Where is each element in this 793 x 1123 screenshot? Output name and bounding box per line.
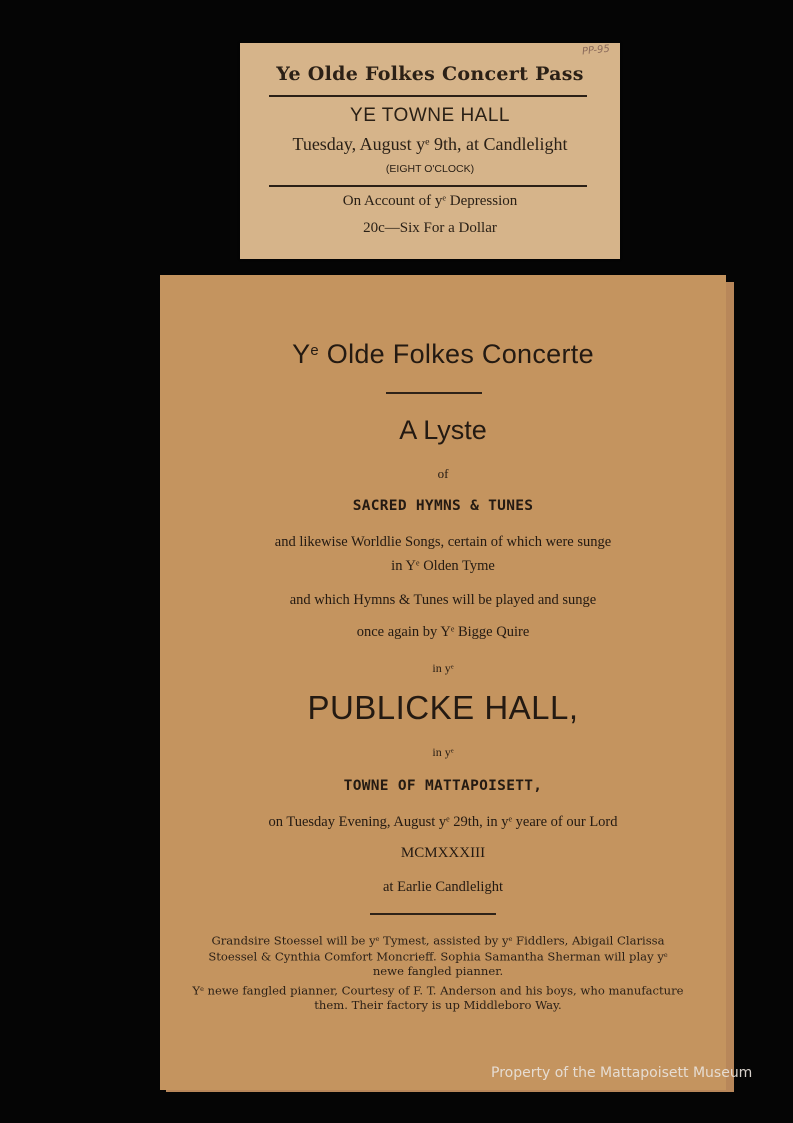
pass-account: On Account of $y^e$ Depression	[342, 193, 518, 209]
pass-time: (EIGHT O'CLOCK)	[385, 163, 475, 175]
concert-year: MCMXXXIII	[400, 845, 486, 861]
pass-title: Ye Olde Folkes Concert Pass	[276, 63, 584, 85]
programme-heading: A Lyste	[399, 415, 487, 445]
credits-block	[192, 932, 684, 1015]
description-line-4: once again by $Y^e$ Bigge Quire	[356, 624, 530, 640]
title-rule	[386, 392, 482, 394]
credit-paragraph-2: $Y^e$ newe fangled pianner, Courtesy of F. T. Anderson and his boys, who manufacture them. Their factory is up Middleboro Way.	[192, 983, 684, 1012]
concert-date: on Tuesday Evening, August $y^e$ 29th, in $y^e$ yeare of our Lord	[268, 814, 618, 830]
pass-rule-top	[269, 95, 587, 97]
credit-paragraph-1: Grandsire Stoessel will be $y^e$ Tymest, assisted by $y^e$ Fiddlers, Abigail Clarissa Stoessel & Cynthia Comfort Moncrieff. Sophia Samantha Sherman will play $y^e$ newe fangled pianner.	[208, 933, 668, 978]
concert-pass-card	[240, 43, 620, 259]
programme-sheet	[160, 275, 726, 1090]
concert-time: at Earlie Candlelight	[383, 879, 503, 895]
description-line-3: and which Hymns & Tunes will be played and sunge	[289, 592, 597, 608]
pass-date: Tuesday, August $y^e$ 9th, at Candlelight	[292, 134, 568, 154]
in-ye-text-1: in $y^e$	[432, 661, 454, 675]
programme-title: $Y^e$ Olde Folkes Concerte	[292, 339, 594, 369]
description-line-2: in $Y^e$ Olden Tyme	[391, 558, 495, 574]
programme-subject: SACRED HYMNS & TUNES	[352, 498, 534, 514]
description-line-1: and likewise Worldlie Songs, certain of which were sunge	[274, 534, 612, 550]
in-ye-text-2: in $y^e$	[432, 745, 454, 759]
pass-rule-bottom	[269, 185, 587, 187]
museum-watermark: Property of the Mattapoisett Museum	[491, 1065, 753, 1081]
pass-hall: YE TOWNE HALL	[350, 105, 510, 126]
pass-price: 20c—Six For a Dollar	[363, 220, 497, 236]
town-name: TOWNE OF MATTAPOISETT,	[343, 778, 543, 794]
credits-rule	[370, 913, 496, 915]
catalog-number: PP-95	[581, 43, 611, 58]
of-text: of	[437, 466, 449, 481]
venue-name: PUBLICKE HALL,	[307, 689, 579, 726]
